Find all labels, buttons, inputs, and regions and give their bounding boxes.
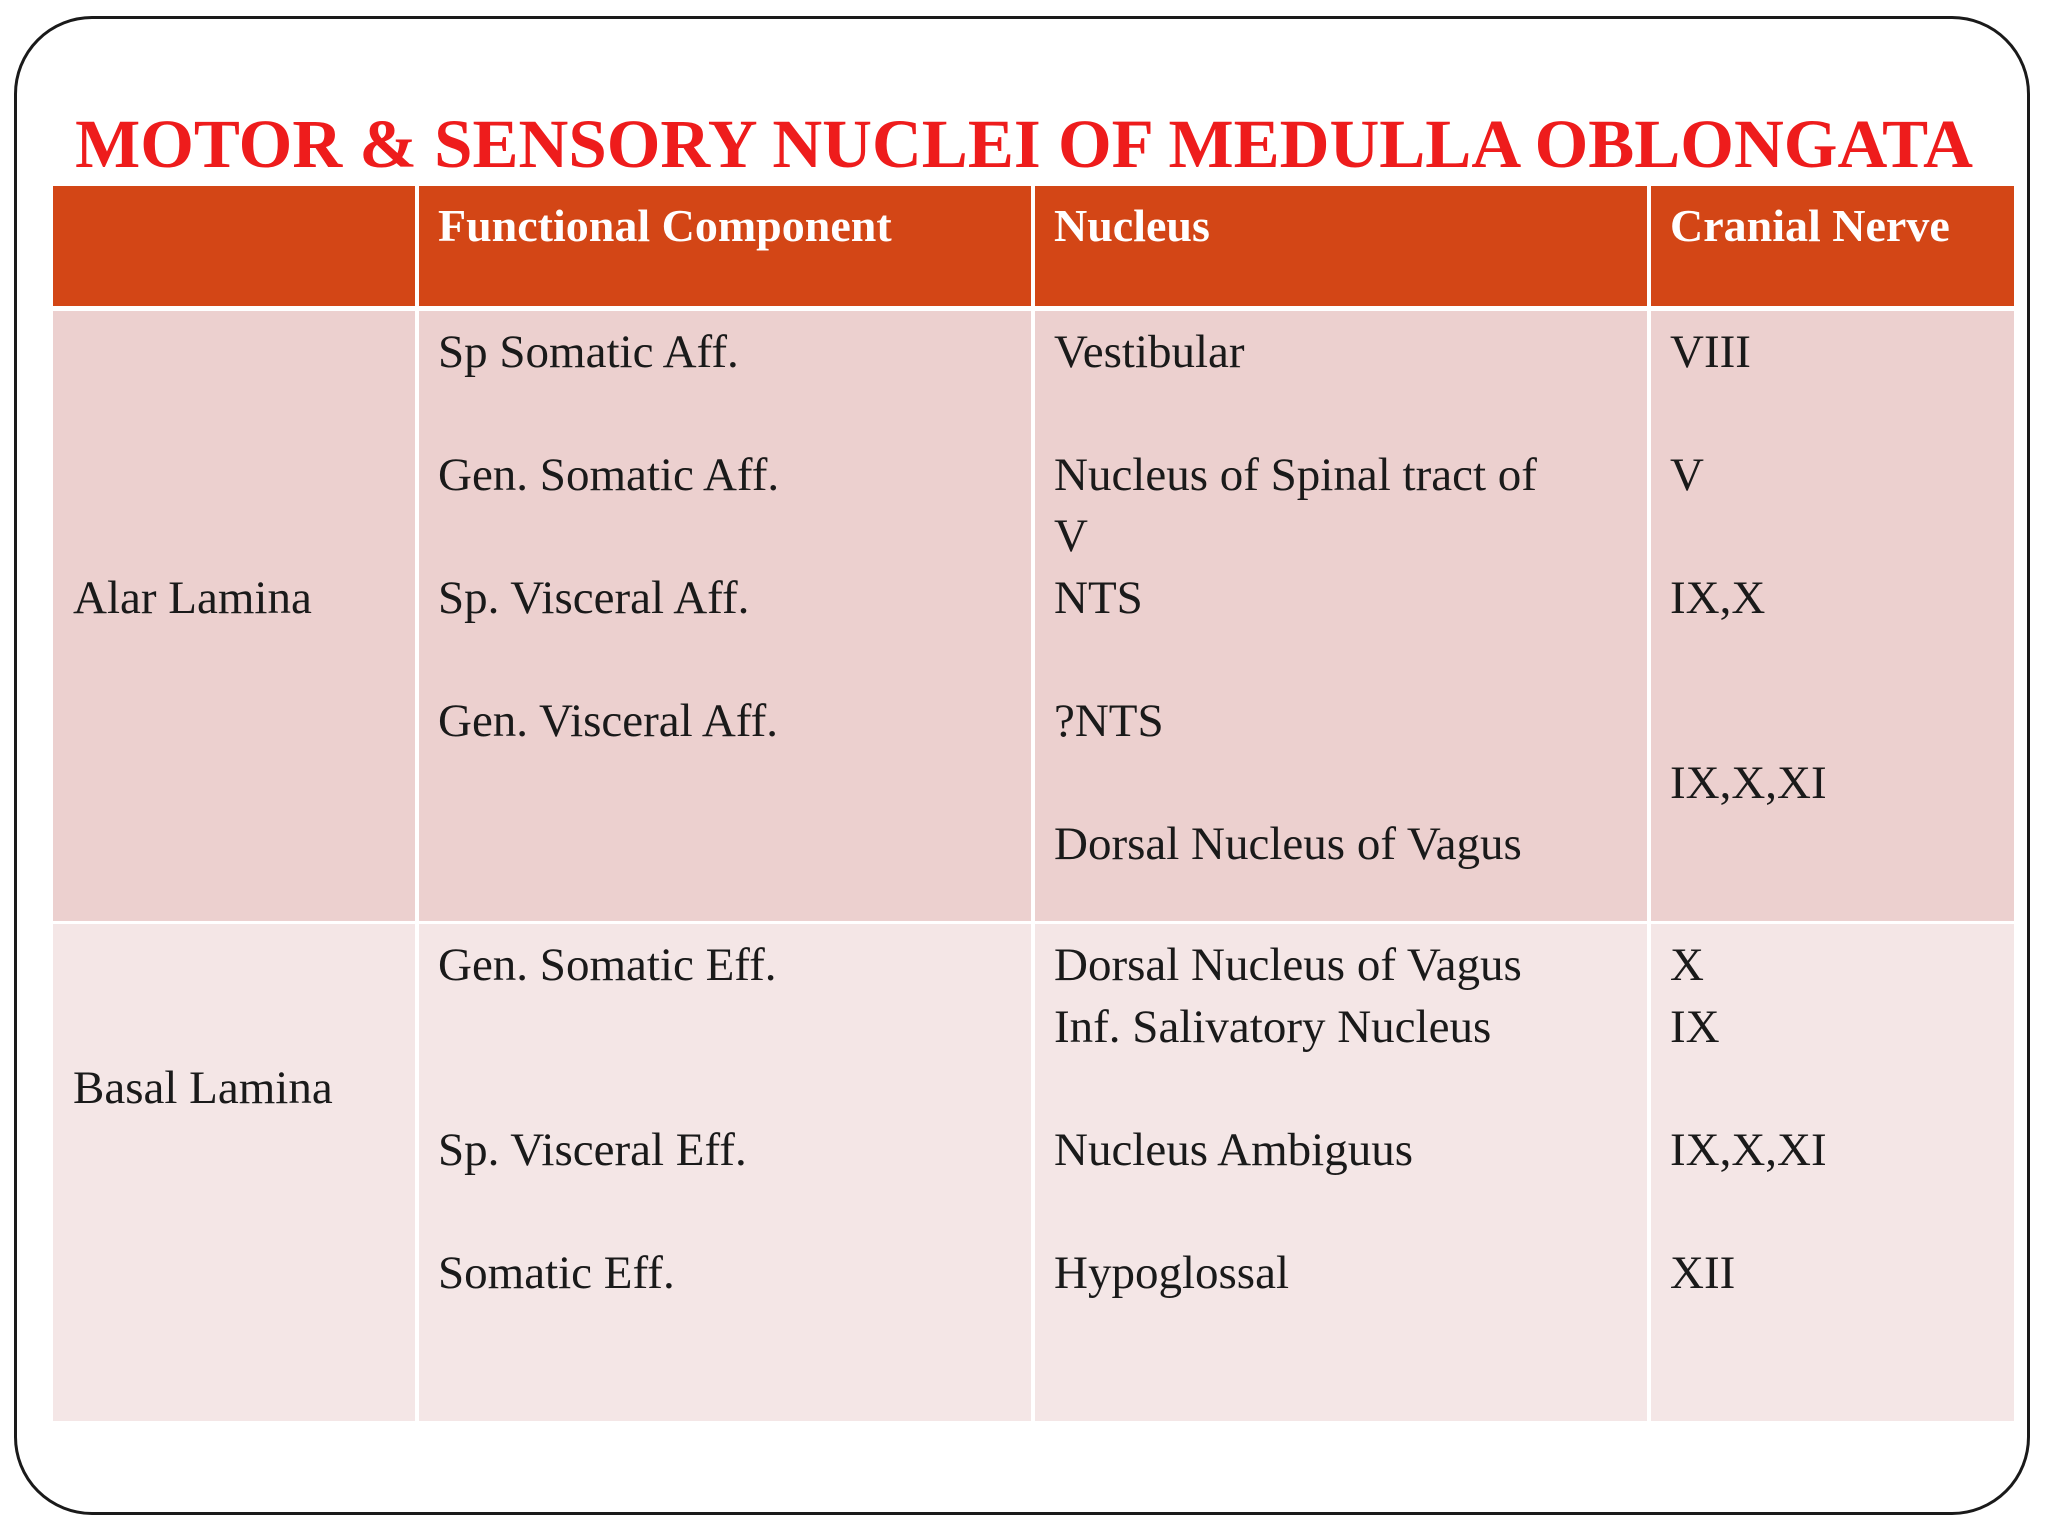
- component-cell: Sp. Visceral Aff.: [438, 572, 750, 624]
- nerve-cell: X: [1670, 939, 1704, 991]
- nucleus-cell: Hypoglossal: [1054, 1247, 1289, 1299]
- header-cell-blank: [53, 186, 417, 306]
- nucleus-cell: Vestibular: [1054, 326, 1245, 378]
- slide-title: MOTOR & SENSORY NUCLEI OF MEDULLA OBLONGATA: [75, 106, 1973, 182]
- nuclei-table: [53, 186, 2014, 1421]
- nucleus-cell: NTS: [1054, 572, 1143, 624]
- component-cell: Gen. Somatic Aff.: [438, 449, 780, 501]
- column-divider: [415, 186, 419, 1421]
- component-cell: Gen. Visceral Aff.: [438, 695, 779, 747]
- nerve-cell: VIII: [1670, 326, 1751, 378]
- nerve-cell: V: [1670, 449, 1704, 501]
- nerve-cell: XII: [1670, 1247, 1736, 1299]
- header-functional-component: Functional Component: [417, 186, 1033, 306]
- component-cell: Gen. Somatic Eff.: [438, 939, 777, 991]
- nucleus-cell: ?NTS: [1054, 695, 1164, 747]
- nucleus-cell: Dorsal Nucleus of Vagus: [1054, 939, 1522, 991]
- column-divider: [1031, 186, 1035, 1421]
- component-cell: Sp Somatic Aff.: [438, 326, 739, 378]
- nucleus-cell: V: [1054, 510, 1088, 562]
- lamina-label-alar: Alar Lamina: [73, 572, 312, 624]
- nerve-cell: IX,X,XI: [1670, 757, 1827, 809]
- component-cell: Somatic Eff.: [438, 1247, 675, 1299]
- nucleus-cell: Dorsal Nucleus of Vagus: [1054, 818, 1522, 870]
- nerve-cell: IX,X: [1670, 572, 1766, 624]
- lamina-label-basal: Basal Lamina: [73, 1062, 333, 1114]
- nucleus-cell: Inf. Salivatory Nucleus: [1054, 1001, 1492, 1053]
- nucleus-cell: Nucleus Ambiguus: [1054, 1124, 1414, 1176]
- component-cell: Sp. Visceral Eff.: [438, 1124, 747, 1176]
- header-cranial-nerve: Cranial Nerve: [1649, 186, 2014, 306]
- nucleus-cell: Nucleus of Spinal tract of: [1054, 449, 1537, 501]
- nerve-cell: IX: [1670, 1001, 1720, 1053]
- header-nucleus: Nucleus: [1033, 186, 1649, 306]
- nerve-cell: IX,X,XI: [1670, 1124, 1827, 1176]
- column-divider: [1647, 186, 1651, 1421]
